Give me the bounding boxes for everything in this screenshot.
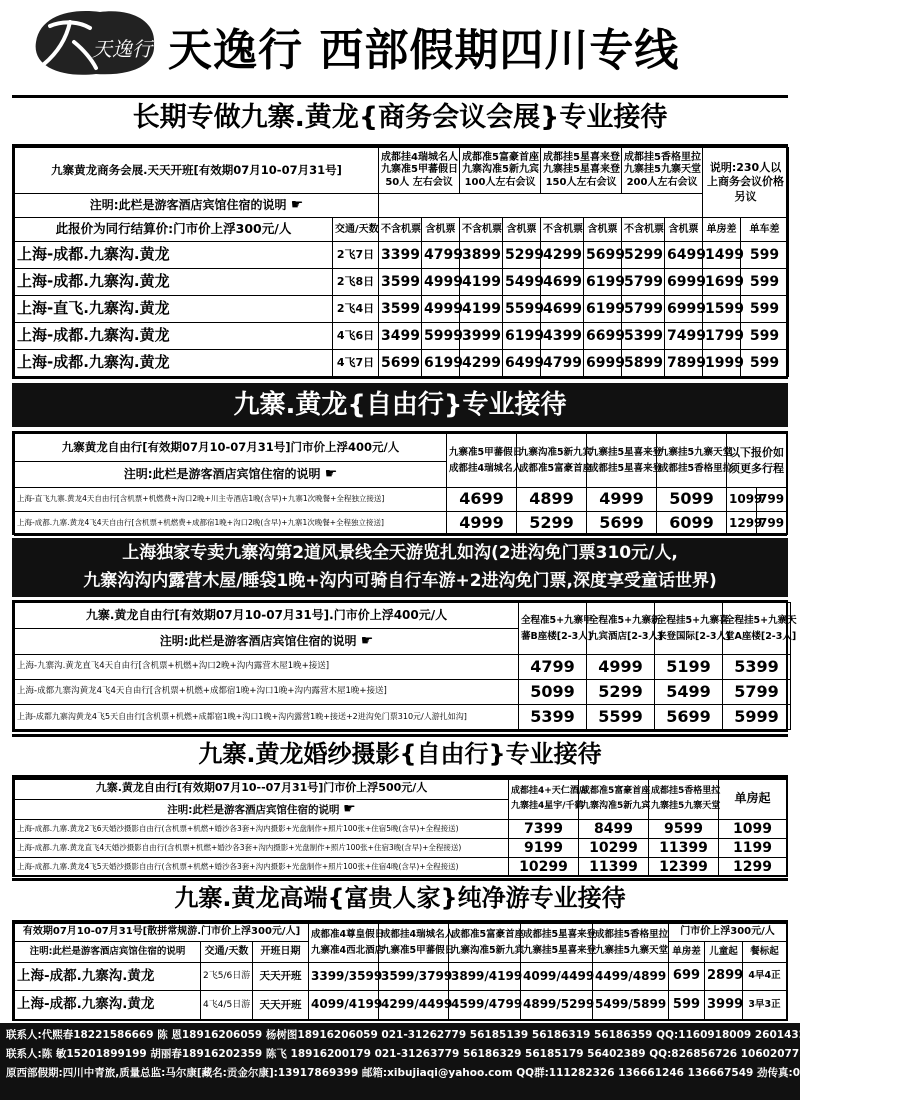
price: 1499 (703, 242, 741, 269)
price: 6199 (584, 296, 622, 323)
section5-banner: 九寨.黄龙高端{富贵人家}纯净游专业接待 (12, 878, 788, 924)
route-name: 上海-成都.九寨沟.黄龙 (15, 963, 201, 991)
contact-line-2: 联系人:陈 敏15201899199 胡丽春18916202359 陈飞 18916200179 021-31263779 56186329 56185179 56402389 QQ:826856726 1060207759 1748968459 (6, 1048, 891, 1060)
s1-validity: 九寨黄龙商务会展.天天开班[有效期07月10-07月31号] (15, 148, 379, 194)
price: 5799 (622, 269, 665, 296)
price: 4099/4499 (521, 963, 593, 991)
price: 10299 (579, 839, 649, 858)
price: 5999 (422, 323, 460, 350)
days: 2飞8日 (333, 269, 379, 296)
price: 5799 (622, 296, 665, 323)
price: 3399/3599 (309, 963, 379, 991)
price: 5899 (622, 350, 665, 377)
price: 4799 (519, 655, 587, 680)
price: 5299 (587, 680, 655, 705)
s5-validity: 有效期07月10-07月31号[散拼常规游.门市价上浮300元/人] (15, 923, 309, 942)
price: 5999 (723, 705, 791, 730)
route-name: 上海-成都.九寨沟.黄龙 (15, 350, 333, 377)
itinerary-desc: 上海-成都九寨沟黄龙4飞4天自由行[含机票+机燃+成都宿1晚+沟口1晚+沟内露营木屋1晚+接送] (15, 680, 519, 705)
s3-validity: 九寨.黄龙自由行[有效期07月10-07月31号].门市价上浮400元/人 (15, 603, 519, 629)
table-row (15, 512, 787, 536)
s4-validity: 九寨.黄龙自由行[有效期07月10--07月31号]门市价上浮500元/人 (15, 778, 509, 800)
s4-note: 注明:此栏是游客酒店宾馆住宿的说明 ☛ (15, 800, 509, 820)
price: 3999 (460, 323, 503, 350)
price: 599 (741, 296, 789, 323)
table-row (15, 242, 789, 269)
price: 12399 (649, 858, 719, 877)
single-supplement: 599 (669, 991, 705, 1020)
meal-standard: 4早4正 (743, 963, 787, 991)
price: 5599 (503, 296, 541, 323)
s1-hotel-1: 成都挂4瑞城名人 九寨准5甲蕃假日 50人 左右会议 (379, 148, 460, 194)
price: 5299 (622, 242, 665, 269)
pointing-hand-icon: ☛ (360, 633, 374, 650)
price: 6199 (422, 350, 460, 377)
price: 5399 (622, 323, 665, 350)
section1-table (12, 145, 788, 379)
s2-validity: 九寨黄龙自由行[有效期07月10-07月31号]门市价上浮400元/人 (15, 434, 447, 462)
single-supplement: 699 (669, 963, 705, 991)
table-row (15, 655, 791, 680)
price: 4099/4199 (309, 991, 379, 1020)
itinerary-desc: 上海-成都.九寨.黄龙2飞6天婚沙摄影自由行(含机票+机燃+婚沙各3套+沟内摄影+光盘制作+照片100张+住宿5晚(含早)+全程接送) (15, 820, 509, 839)
s2-side-note: 以下报价如须更多行程 (727, 434, 787, 488)
s5-sub-child: 儿童起 (705, 942, 743, 963)
table-row (15, 858, 787, 877)
price: 4899/5299 (521, 991, 593, 1020)
price: 4599/4799 (449, 991, 521, 1020)
price: 11399 (649, 839, 719, 858)
pointing-hand-icon: ☛ (343, 801, 356, 818)
price: 599 (741, 242, 789, 269)
price: 4699 (541, 269, 584, 296)
days: 2飞7日 (333, 242, 379, 269)
s1-sub-yes: 含机票 (422, 218, 460, 242)
price: 799 (757, 488, 787, 512)
contact-line-3: 原西部假期:四川中青旅,质量总监:马尔康[藏名:贡金尔康]:13917869399 邮箱:xibujiaqi@yahoo.com QQ群:111282326 136661246 136667549 劲传真:021-51862189 (6, 1067, 878, 1079)
s5-sub-single: 单房差 (669, 942, 705, 963)
price: 9599 (649, 820, 719, 839)
route-name: 上海-成都.九寨沟.黄龙 (15, 323, 333, 350)
price: 6099 (657, 512, 727, 536)
s3-hotel-1: 全程准5+九寨甲 蕃B座楼[2-3人] (519, 603, 587, 655)
price: 6199 (503, 323, 541, 350)
route-name: 上海-成都.九寨沟.黄龙 (15, 991, 201, 1020)
table-row (15, 680, 791, 705)
s2-hotel-1: 九寨准5甲蕃假日 成都挂4瑞城名人 (447, 434, 517, 488)
price: 8499 (579, 820, 649, 839)
price: 5399 (723, 655, 791, 680)
s2-hotel-4: 九寨挂5九寨天堂 成都挂5香格里拉 (657, 434, 727, 488)
price: 6699 (584, 323, 622, 350)
price: 599 (741, 323, 789, 350)
price: 4799 (422, 242, 460, 269)
days: 4飞4/5日游 (201, 991, 253, 1020)
meal-standard: 3早3正 (743, 991, 787, 1020)
s1-single-car: 单车差 (741, 218, 789, 242)
price: 3599/3799 (379, 963, 449, 991)
price: 4999 (587, 655, 655, 680)
table-row (15, 839, 787, 858)
child-price: 2899 (705, 963, 743, 991)
price: 5399 (519, 705, 587, 730)
s5-col-transport: 交通/天数 (201, 942, 253, 963)
itinerary-desc: 上海-成都.九寨.黄龙4飞5天婚沙摄影自由行(含机票+机燃+婚沙各3套+沟内摄影+光盘制作+照片100张+住宿4晚(含早)+全程接送) (15, 858, 509, 877)
price: 6499 (503, 350, 541, 377)
pointing-hand-icon: ☛ (324, 466, 338, 483)
section2-banner: 九寨.黄龙{自由行}专业接待 (12, 383, 788, 427)
schedule: 天天开班 (253, 963, 309, 991)
section3-banner (12, 538, 788, 597)
price: 6499 (665, 242, 703, 269)
section3-banner-line1: 上海独家专卖九寨沟第2道风景线全天游览扎如沟(2进沟免门票310元/人, (122, 543, 678, 563)
price: 5599 (587, 705, 655, 730)
route-name: 上海-成都.九寨沟.黄龙 (15, 269, 333, 296)
price: 5499 (655, 680, 723, 705)
route-name: 上海-直飞.九寨沟.黄龙 (15, 296, 333, 323)
days: 2飞4日 (333, 296, 379, 323)
price: 4899 (517, 488, 587, 512)
price: 5299 (517, 512, 587, 536)
section5-table (12, 920, 788, 1021)
price: 599 (741, 269, 789, 296)
table-row (15, 269, 789, 296)
price: 5099 (657, 488, 727, 512)
s1-sub-yes: 含机票 (665, 218, 703, 242)
s1-sub-no: 不含机票 (460, 218, 503, 242)
pointing-hand-icon: ☛ (290, 197, 304, 214)
section3-table (12, 600, 797, 732)
price: 11399 (579, 858, 649, 877)
s1-col-transport: 交通/天数 (333, 218, 379, 242)
s1-side-note: 说明:230人以上商务会议价格另议 (703, 148, 789, 218)
s5-col-schedule: 开班日期 (253, 942, 309, 963)
price: 4699 (541, 296, 584, 323)
table-row (15, 705, 791, 730)
price: 5699 (379, 350, 422, 377)
price: 5699 (587, 512, 657, 536)
table-row (15, 488, 787, 512)
schedule: 天天开班 (253, 991, 309, 1020)
price: 5299 (503, 242, 541, 269)
s5-hotel-1: 成都准4尊皇假日 九寨准4西北酒店 (309, 923, 379, 963)
price: 5099 (519, 680, 587, 705)
price: 10299 (509, 858, 579, 877)
table-row (15, 820, 787, 839)
s1-sub-no: 不含机票 (622, 218, 665, 242)
section3-banner-line2: 九寨沟沟内露营木屋/睡袋1晚+沟内可骑自行车游+2进沟免门票,深度享受童话世界) (83, 571, 717, 591)
price: 1099 (727, 488, 757, 512)
price: 6199 (584, 269, 622, 296)
days: 4飞7日 (333, 350, 379, 377)
s1-sub-yes: 含机票 (503, 218, 541, 242)
price: 5499 (503, 269, 541, 296)
price: 7399 (509, 820, 579, 839)
s2-hotel-2: 九寨沟准5新九宾 成都准5富豪首座 (517, 434, 587, 488)
price: 3899/4199 (449, 963, 521, 991)
price: 1999 (703, 350, 741, 377)
s1-hotel-3: 成都挂5星喜来登 九寨挂5星喜来登 150人左右会议 (541, 148, 622, 194)
price: 4199 (460, 269, 503, 296)
s1-sub-yes: 含机票 (584, 218, 622, 242)
s1-sub-no: 不含机票 (379, 218, 422, 242)
calligraphy-logo (30, 6, 160, 78)
s4-single: 单房起 (719, 778, 787, 820)
price: 4999 (447, 512, 517, 536)
s4-hotel-3: 成都挂5香格里拉 九寨挂5九寨天堂 (649, 778, 719, 820)
days: 4飞6日 (333, 323, 379, 350)
s3-hotel-3: 全程挂5+九寨喜 来登国际[2-3人] (655, 603, 723, 655)
s2-note: 注明:此栏是游客酒店宾馆住宿的说明 ☛ (15, 462, 447, 488)
s1-price-note: 此报价为同行结算价:门市价上浮300元/人 (15, 218, 333, 242)
s5-hotel-5: 成都挂5香格里拉 九寨挂5九寨天堂 (593, 923, 669, 963)
logo-text: 天逸行 (92, 37, 152, 61)
price: 4299 (460, 350, 503, 377)
price: 3499 (379, 323, 422, 350)
table-row (15, 323, 789, 350)
s4-hotel-1: 成都挂4+天仁酒店 九寨挂4星宇/千鹤 (509, 778, 579, 820)
s1-single: 单房差 (703, 218, 741, 242)
table-row (15, 963, 787, 991)
section2-table (12, 431, 788, 535)
s1-note: 注明:此栏是游客酒店宾馆住宿的说明 ☛ (15, 194, 379, 218)
price: 1699 (703, 269, 741, 296)
contact-line-1: 联系人:代熙春18221586669 陈 恩18916206059 杨树图18916206059 021-31262779 56185139 56186319 56186359 QQ:1160918009 2601432339 2235999549 (6, 1029, 905, 1041)
price: 1799 (703, 323, 741, 350)
price: 5199 (655, 655, 723, 680)
s4-hotel-2: 成都准5富豪首座 九寨沟准5新九宾 (579, 778, 649, 820)
days: 2飞5/6日游 (201, 963, 253, 991)
price: 3399 (379, 242, 422, 269)
price: 4999 (422, 269, 460, 296)
price: 9199 (509, 839, 579, 858)
price: 5799 (723, 680, 791, 705)
price: 4799 (541, 350, 584, 377)
price: 1599 (703, 296, 741, 323)
price: 1099 (719, 820, 787, 839)
s1-hotel-2: 成都准5富豪首座 九寨沟准5新九宾 100人左右会议 (460, 148, 541, 194)
table-row (15, 350, 789, 377)
price: 4999 (587, 488, 657, 512)
contact-footer (0, 1023, 905, 1100)
s5-sub-meal: 餐标起 (743, 942, 787, 963)
price: 4299 (541, 242, 584, 269)
price: 5699 (584, 242, 622, 269)
price: 5499/5899 (593, 991, 669, 1020)
itinerary-desc: 上海-成都九寨沟黄龙4飞5天自由行[含机票+机燃+成都宿1晚+沟口1晚+沟内露营1晚+接送+2进沟免门票310元/人游扎如沟] (15, 705, 519, 730)
page-title: 天逸行 西部假期四川专线 (168, 25, 680, 76)
price: 7499 (665, 323, 703, 350)
price: 4299/4499 (379, 991, 449, 1020)
price: 6999 (665, 296, 703, 323)
price: 1199 (719, 839, 787, 858)
itinerary-desc: 上海-成都.九寨.黄龙直飞4天婚沙摄影自由行(含机票+机燃+婚沙各3套+沟内摄影+光盘制作+照片100张+住宿3晚(含早)+全程接送) (15, 839, 509, 858)
price: 4699 (447, 488, 517, 512)
s2-hotel-3: 九寨挂5星喜来登 成都挂5星喜来登 (587, 434, 657, 488)
price: 1299 (727, 512, 757, 536)
s5-hotel-2: 成都挂4瑞城名人 九寨准5甲蕃假日 (379, 923, 449, 963)
route-name: 上海-成都.九寨沟.黄龙 (15, 242, 333, 269)
table-row (15, 991, 787, 1020)
price: 799 (757, 512, 787, 536)
section4-banner: 九寨.黄龙婚纱摄影{自由行}专业接待 (12, 734, 788, 780)
price: 3599 (379, 269, 422, 296)
price: 4199 (460, 296, 503, 323)
price: 4999 (422, 296, 460, 323)
price: 7899 (665, 350, 703, 377)
itinerary-desc: 上海-九寨沟.黄龙直飞4天自由行[含机票+机燃+沟口2晚+沟内露营木屋1晚+接送] (15, 655, 519, 680)
s3-hotel-4: 全程挂5+九寨天 堂A座楼[2-3人] (723, 603, 791, 655)
section4-table (12, 775, 788, 877)
price: 599 (741, 350, 789, 377)
price: 4499/4899 (593, 963, 669, 991)
price: 5699 (655, 705, 723, 730)
s1-sub-no: 不含机票 (541, 218, 584, 242)
price: 1299 (719, 858, 787, 877)
s1-rows (15, 242, 789, 377)
price: 3599 (379, 296, 422, 323)
table-row (15, 296, 789, 323)
price: 6999 (665, 269, 703, 296)
child-price: 3999 (705, 991, 743, 1020)
price: 4399 (541, 323, 584, 350)
s5-markup: 门市价上浮300元/人 (669, 923, 787, 942)
s1-hotel-4: 成都挂5香格里拉 九寨挂5九寨天堂 200人左右会议 (622, 148, 703, 194)
itinerary-desc: 上海-成都.九寨.黄龙4飞4天自由行[含机票+机燃费+成都宿1晚+沟口2晚(含早)+九寨1次晚餐+全程独立接送] (15, 512, 447, 536)
section1-banner: 长期专做九寨.黄龙{商务会议会展}专业接待 (12, 95, 788, 147)
s3-note: 注明:此栏是游客酒店宾馆住宿的说明 ☛ (15, 629, 519, 655)
s5-hotel-3: 成都准5富豪首座 九寨沟准5新九宾 (449, 923, 521, 963)
s5-hotel-4: 成都挂5星喜来登 九寨挂5星喜来登 (521, 923, 593, 963)
s3-hotel-2: 全程准5+九寨新 九宾酒店[2-3人] (587, 603, 655, 655)
price: 3899 (460, 242, 503, 269)
itinerary-desc: 上海-直飞九寨.黄龙4天自由行[含机票+机燃费+沟口2晚+川主寺酒店1晚(含早)+九寨1次晚餐+全程独立接送] (15, 488, 447, 512)
page-header (0, 0, 800, 92)
s5-note: 注明:此栏是游客酒店宾馆住宿的说明 (15, 942, 201, 963)
price: 6999 (584, 350, 622, 377)
